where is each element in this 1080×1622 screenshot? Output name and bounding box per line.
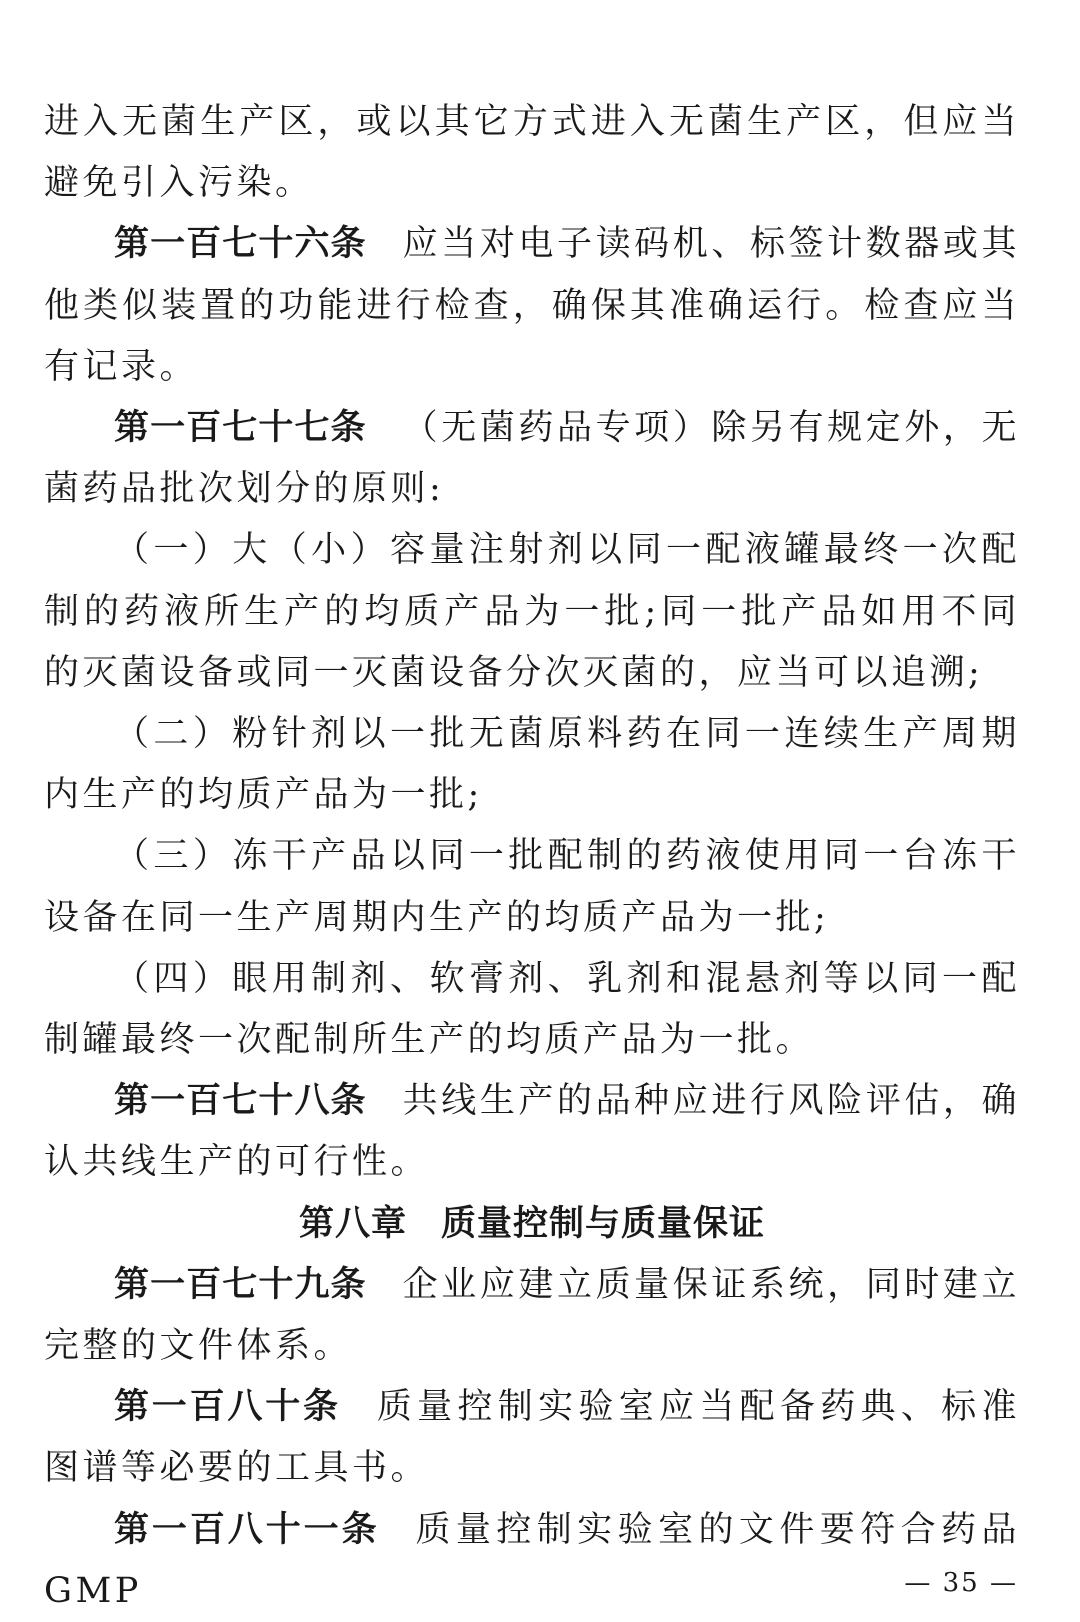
list-item-2: （二）粉针剂以一批无菌原料药在同一连续生产周期内生产的均质产品为一批; — [44, 714, 1020, 816]
chapter-number: 第八章 — [298, 1203, 407, 1244]
article-title: 第一百八十一条 — [114, 1509, 380, 1550]
page-number: — 35 — — [904, 1568, 1018, 1598]
article-body: （无菌药品专项）除另有规定外，无菌药品批次划分的原则: — [44, 408, 1020, 510]
article-title: 第一百七十八条 — [114, 1081, 367, 1122]
article-title: 第一百八十条 — [114, 1387, 341, 1428]
article-177 — [44, 398, 1020, 520]
article-176 — [44, 214, 1020, 398]
article-body: 质量控制实验室的文件要符合药品 GMP — [44, 1509, 1020, 1611]
article-title: 第一百七十六条 — [114, 224, 367, 265]
chapter-heading — [44, 1194, 1020, 1255]
article-body: 质量控制实验室应当配备药典、标准图谱等必要的工具书。 — [44, 1387, 1020, 1489]
article-179 — [44, 1255, 1020, 1377]
article-title: 第一百七十七条 — [114, 408, 367, 449]
article-178 — [44, 1071, 1020, 1193]
article-body: 应当对电子读码机、标签计数器或其他类似装置的功能进行检查，确保其准确运行。检查应当有记录。 — [44, 224, 1020, 387]
list-item-1: （一）大（小）容量注射剂以同一配液罐最终一次配制的药液所生产的均质产品为一批;同一批产品如用不同的灭菌设备或同一灭菌设备分次灭菌的，应当可以追溯; — [44, 530, 1020, 693]
page-content — [44, 92, 1020, 1622]
chapter-name: 质量控制与质量保证 — [441, 1203, 766, 1244]
article-181 — [44, 1500, 1020, 1622]
article-title: 第一百七十九条 — [114, 1264, 367, 1305]
article-180 — [44, 1377, 1020, 1499]
article-body: 企业应建立质量保证系统，同时建立完整的文件体系。 — [44, 1264, 1020, 1367]
list-item-4: （四）眼用制剂、软膏剂、乳剂和混悬剂等以同一配制罐最终一次配制所生产的均质产品为一批。 — [44, 958, 1020, 1061]
continuation-paragraph: 进入无菌生产区，或以其它方式进入无菌生产区，但应当避免引入污染。 — [44, 102, 1020, 204]
article-body: 共线生产的品种应进行风险评估，确认共线生产的可行性。 — [44, 1081, 1020, 1183]
list-item-3: （三）冻干产品以同一批配制的药液使用同一台冻干设备在同一生产周期内生产的均质产品为一批; — [44, 836, 1020, 938]
